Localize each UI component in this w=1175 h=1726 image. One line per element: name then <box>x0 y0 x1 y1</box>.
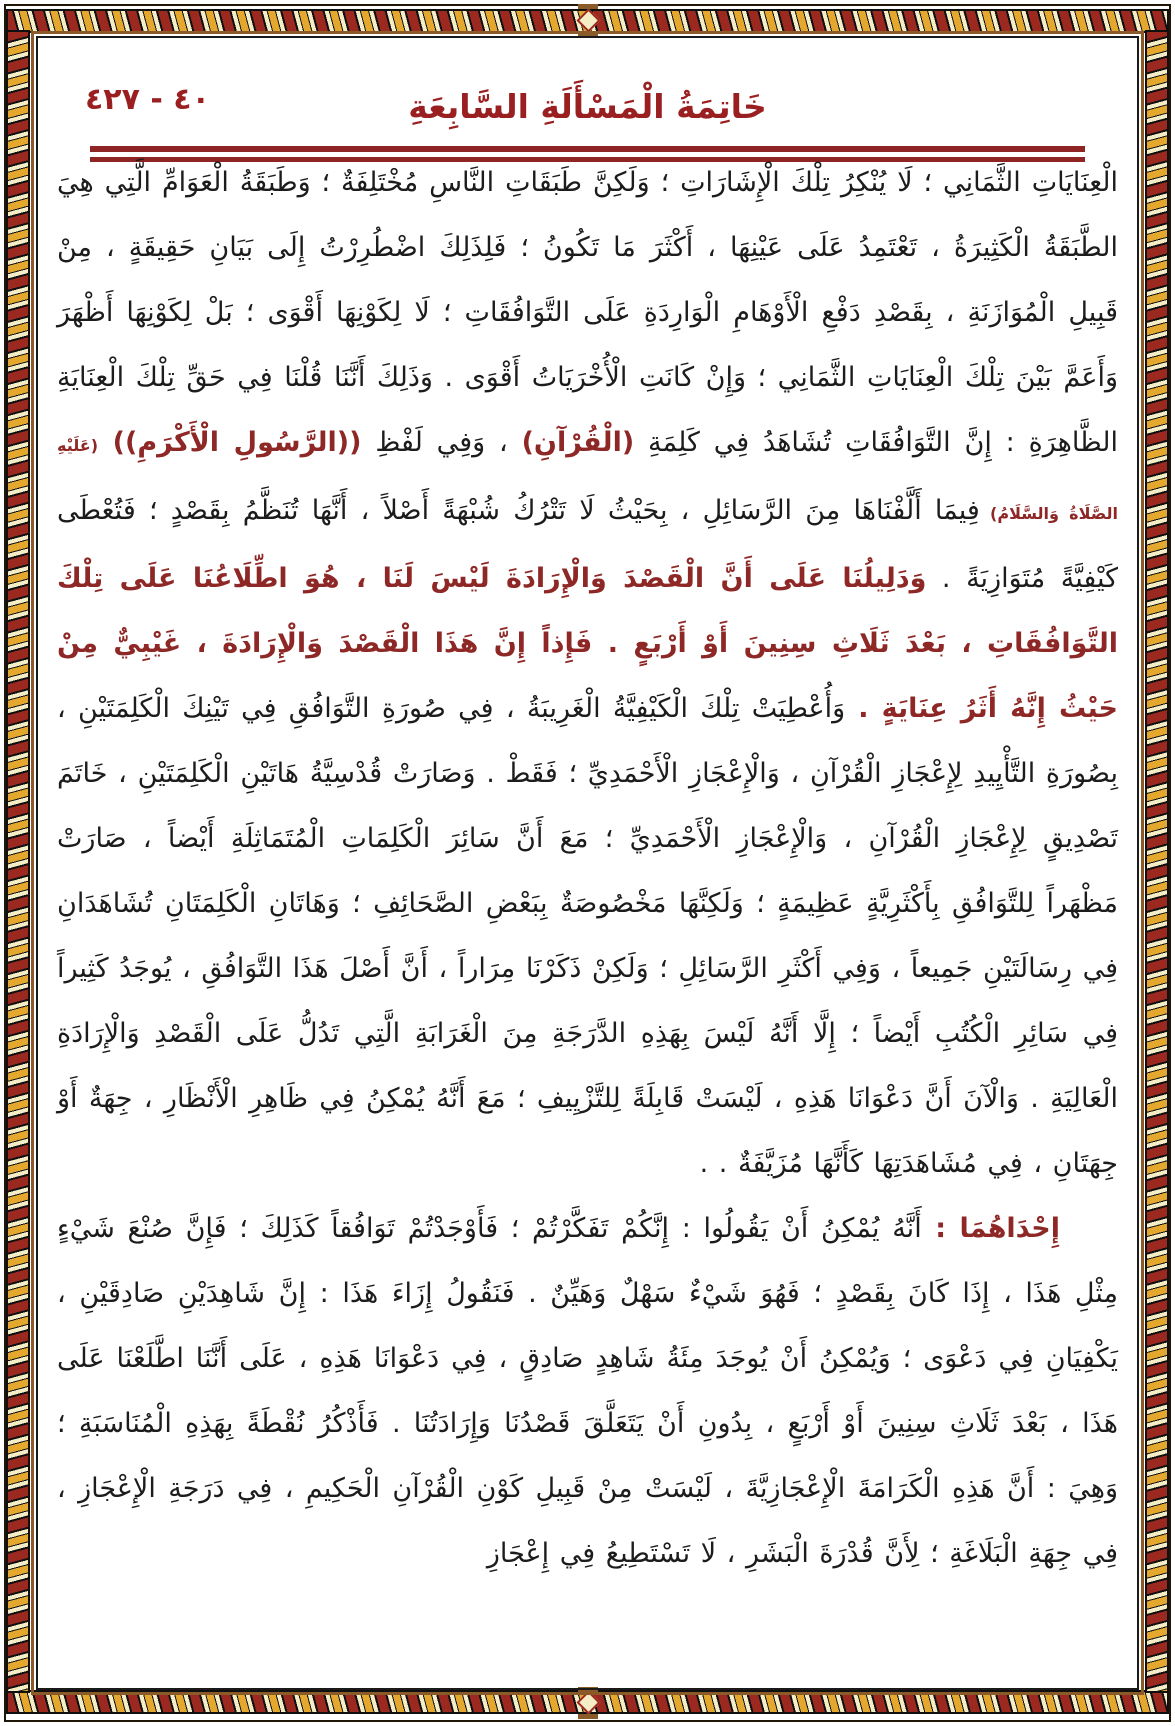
border-chain-right <box>1145 30 1169 1693</box>
text-segment: إِحْدَاهُمَا : <box>921 1213 1060 1244</box>
paragraph <box>57 1196 1118 1586</box>
body-text <box>57 150 1118 1681</box>
salawat-seal: (عَلَيْهِ الصَّلَاةُ وَالسَّلَامُ) <box>57 436 1118 523</box>
text-segment: ((الرَّسُولِ الْأَكْرَمِ)) <box>98 427 362 458</box>
page-number: ٤٠ - ٤٢٧ <box>85 82 210 117</box>
text-segment: فِيمَا أَلَّفْنَاهَا مِنَ الرَّسَائِلِ ، بِحَيْثُ لَا تَتْرُكُ شُبْهَةً أَصْلاً ، أَنَّهَا تُنَظَّمُ بِقَصْدٍ ؛ فَتُعْطَى كَيْفِيَّةً مُتَوَازِيَةً . <box>57 495 1119 594</box>
text-segment: وَأُعْطِيَتْ تِلْكَ الْكَيْفِيَّةُ الْغَرِيبَةُ ، فِي صُورَةِ التَّوَافُقِ فِي تَيْنِكَ الْكَلِمَتَيْنِ ، بِصُورَةِ التَّأْيِيدِ لِإِعْجَازِ الْقُرْآنِ ، وَالْإِعْجَازِ الْأَحْمَدِيِّ ؛ فَقَطْ . وَصَارَتْ قُدْسِيَّةُ هَاتَيْنِ الْكَلِمَتَيْنِ ، خَاتَمَ تَصْدِيقٍ لِإِعْجَازِ الْقُرْآنِ ، وَالْإِعْجَازِ الْأَحْمَدِيِّ ؛ مَعَ أَنَّ سَائِرَ الْكَلِمَاتِ الْمُتَمَاثِلَةِ أَيْضاً ، صَارَتْ مَظْهَراً لِلتَّوَافُقِ بِأَكْثَرِيَّةٍ عَظِيمَةٍ ؛ وَلَكِنَّهَا مَخْصُوصَةٌ بِبَعْضِ الصَّحَائِفِ ؛ وَهَاتَانِ الْكَلِمَتَانِ تُشَاهَدَانِ فِي رِسَالَتَيْنِ جَمِيعاً ، وَفِي أَكْثَرِ الرَّسَائِلِ ؛ وَلَكِنْ ذَكَرْنَا مِرَاراً ، أَنَّ أَصْلَ هَذَا التَّوَافُقِ ، يُوجَدُ كَثِيراً فِي سَائِرِ الْكُتُبِ أَيْضاً ؛ إِلَّا أَنَّهُ لَيْسَ بِهَذِهِ الدَّرَجَةِ مِنَ الْغَرَابَةِ الَّتِي تَدُلُّ عَلَى الْقَصْدِ وَالْإِرَادَةِ الْعَالِيَةِ . وَالْآنَ أَنَّ دَعْوَانَا هَذِهِ ، لَيْسَتْ قَابِلَةً لِلتَّزْيِيفِ ؛ مَعَ أَنَّهُ يُمْكِنُ فِي ظَاهِرِ الْأَنْظَارِ ، جِهَةٌ أَوْ جِهَتَانِ ، فِي مُشَاهَدَتِهَا كَأَنَّهَا مُزَيَّفَةٌ . . <box>57 693 1118 1179</box>
text-segment: وَدَلِيلُنَا عَلَى أَنَّ الْقَصْدَ وَالْإِرَادَةَ لَيْسَ لَنَا ، هُوَ اطِّلَاعُنَا عَلَى تِلْكَ التَّوَافُقَاتِ ، بَعْدَ ثَلَاثِ سِنِينَ أَوْ أَرْبَعٍ . فَإِذاً إِنَّ هَذَا الْقَصْدَ وَالْإِرَادَةَ ، غَيْبِيٌّ مِنْ حَيْثُ إِنَّهُ أَثَرُ عِنَايَةٍ . <box>57 563 1119 724</box>
paragraph <box>57 150 1118 1196</box>
text-segment: (الْقُرْآنِ) <box>521 427 635 458</box>
page-title: خَاتِمَةُ الْمَسْأَلَةِ السَّابِعَةِ <box>408 87 767 126</box>
text-segment: الْعِنَايَاتِ الثَّمَانِي ؛ لَا يُنْكِرُ تِلْكَ الْإِشَارَاتِ ؛ وَلَكِنَّ طَبَقَاتِ النَّاسِ مُخْتَلِفَةٌ ؛ وَطَبَقَةُ الْعَوَامِّ الَّتِي هِيَ الطَّبَقَةُ الْكَثِيرَةُ ، تَعْتَمِدُ عَلَى عَيْنِهَا ، أَكْثَرَ مَا تَكُونُ ؛ فَلِذَلِكَ اضْطُرِرْتُ إِلَى بَيَانِ حَقِيقَةٍ ، مِنْ قَبِيلِ الْمُوَازَنَةِ ، بِقَصْدِ دَفْعِ الْأَوْهَامِ الْوَارِدَةِ عَلَى التَّوَافُقَاتِ ؛ لَا لِكَوْنِهَا أَقْوَى ؛ بَلْ لِكَوْنِهَا أَظْهَرَ وَأَعَمَّ بَيْنَ تِلْكَ الْعِنَايَاتِ الثَّمَانِي ؛ وَإِنْ كَانَتِ الْأُخْرَيَاتُ أَقْوَى . وَذَلِكَ أَنَّنَا قُلْنَا فِي حَقِّ تِلْكَ الْعِنَايَةِ الظَّاهِرَةِ : إِنَّ التَّوَافُقَاتِ تُشَاهَدُ فِي كَلِمَةِ <box>57 167 1119 458</box>
border-tab-top-outer <box>578 4 598 9</box>
page-header <box>57 72 1118 142</box>
border-chain-left <box>6 30 30 1693</box>
border-tab-bottom-outer <box>578 1714 598 1719</box>
text-segment: ، وَفِي لَفْظِ <box>361 427 522 458</box>
text-segment: أَنَّهُ يُمْكِنُ أَنْ يَقُولُوا : إِنَّكُمْ تَفَكَّرْتُمْ ؛ فَأَوْجَدْتُمْ تَوَافُقاً كَذَلِكَ ؛ فَإِنَّ صُنْعَ شَيْءٍ مِثْلِ هَذَا ، إِذَا كَانَ بِقَصْدٍ ؛ فَهُوَ شَيْءٌ سَهْلٌ وَهَيِّنٌ . فَنَقُولُ إِزَاءَ هَذَا : إِنَّ شَاهِدَيْنِ صَادِقَيْنِ ، يَكْفِيَانِ فِي دَعْوَى ؛ وَيُمْكِنُ أَنْ يُوجَدَ مِئَةُ شَاهِدٍ صَادِقٍ ، فِي دَعْوَانَا هَذِهِ ، عَلَى أَنَّنَا اطَّلَعْنَا عَلَى هَذَا ، بَعْدَ ثَلَاثِ سِنِينَ أَوْ أَرْبَعٍ ، بِدُونِ أَنْ يَتَعَلَّقَ قَصْدُنَا وَإِرَادَتُنَا . فَأَذْكُرُ نُقْطَةً بِهَذِهِ الْمُنَاسَبَةِ ؛ وَهِيَ : أَنَّ هَذِهِ الْكَرَامَةَ الْإِعْجَازِيَّةَ ، لَيْسَتْ مِنْ قَبِيلِ كَوْنِ الْقُرْآنِ الْحَكِيمِ ، فِي دَرَجَةِ الْإِعْجَازِ ، فِي جِهَةِ الْبَلَاغَةِ ؛ لِأَنَّ قُدْرَةَ الْبَشَرِ ، لَا تَسْتَطِيعُ فِي إِعْجَازِ <box>57 1213 1118 1569</box>
